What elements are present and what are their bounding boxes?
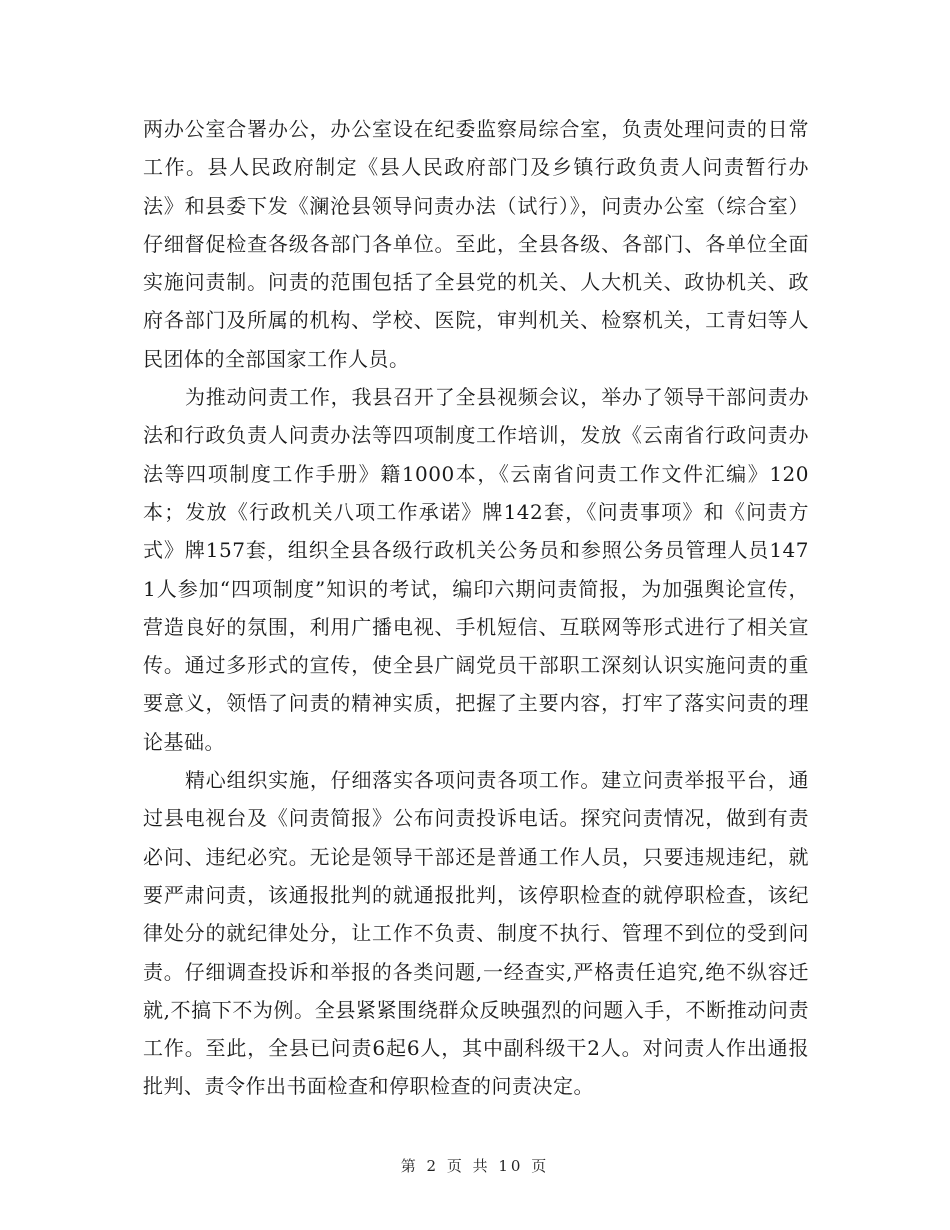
- document-body: [143, 110, 809, 1106]
- paragraph-implementation: 精心组织实施，仔细落实各项问责各项工作。建立问责举报平台，通过县电视台及《问责简报》公布问责投诉电话。探究问责情况，做到有责必问、违纪必究。无论是领导干部还是普通工作人员，只要违规违纪，就要严肃问责，该通报批判的就通报批判，该停职检查的就停职检查，该纪律处分的就纪律处分，让工作不负责、制度不执行、管理不到位的受到问责。仔细调查投诉和举报的各类问题,一经查实,严格责任追究,绝不纵容迁就,不搞下不为例。全县紧紧围绕群众反映强烈的问题入手，不断推动问责工作。至此，全县已问责6起6人，其中副科级干2人。对问责人作出通报批判、责令作出书面检查和停职检查的问责决定。: [143, 768, 809, 1099]
- paragraph-publicity: 为推动问责工作，我县召开了全县视频会议，举办了领导干部问责办法和行政负责人问责办法等四项制度工作培训，发放《云南省行政问责办法等四项制度工作手册》籍1000本，《云南省问责工作文件汇编》120本；发放《行政机关八项工作承诺》牌142套，《问责事项》和《问责方式》牌157套，组织全县各级行政机关公务员和参照公务员管理人员1471人参加“四项制度”知识的考试，编印六期问责简报，为加强舆论宣传，营造良好的氛围，利用广播电视、手机短信、互联网等形式进行了相关宣传。通过多形式的宣传，使全县广阔党员干部职工深刻认识实施问责的重要意义，领悟了问责的精神实质，把握了主要内容，打牢了落实问责的理论基础。: [143, 385, 809, 754]
- page-footer: 第 2 页 共 10 页: [400, 1157, 550, 1175]
- paragraph-continued: 两办公室合署办公，办公室设在纪委监察局综合室，负责处理问责的日常工作。县人民政府制定《县人民政府部门及乡镇行政负责人问责暂行办法》和县委下发《澜沧县领导问责办法（试行）》，问责办公室（综合室）仔细督促检查各级各部门各单位。至此，全县各级、各部门、各单位全面实施问责制。问责的范围包括了全县党的机关、人大机关、政协机关、政府各部门及所属的机构、学校、医院，审判机关、检察机关，工青妇等人民团体的全部国家工作人员。: [143, 117, 809, 371]
